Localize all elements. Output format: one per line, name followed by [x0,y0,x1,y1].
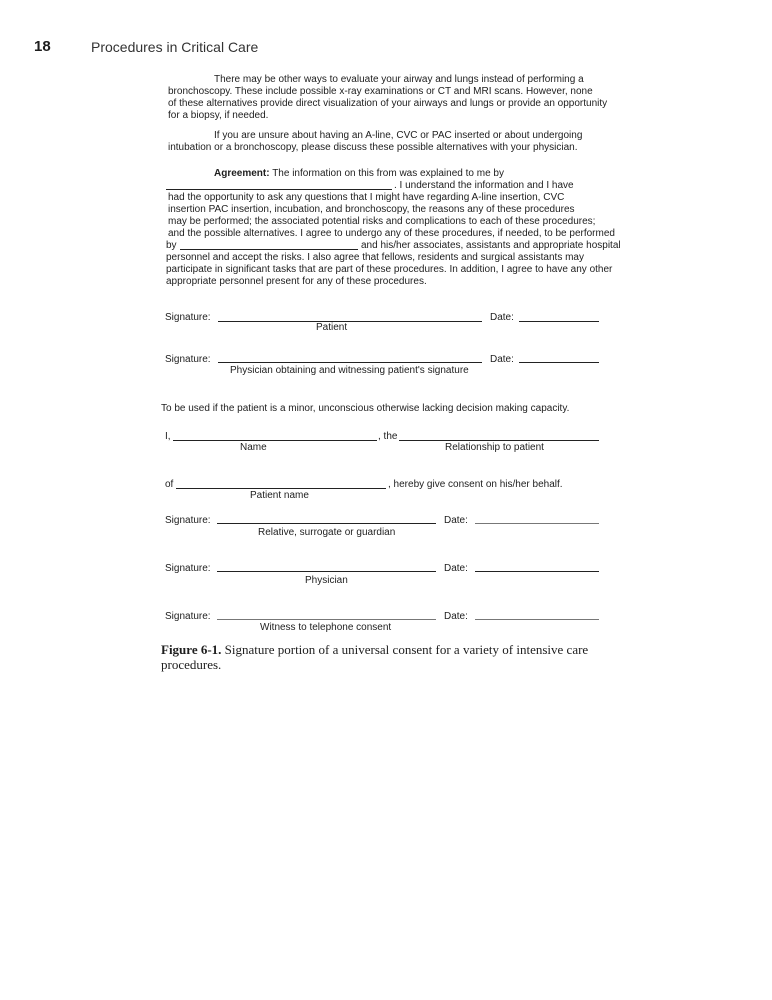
paragraph-line: bronchoscopy. These include possible x-ray examinations or CT and MRI scans. However, none [168,86,593,97]
paragraph-line: appropriate personnel present for any of these procedures. [166,276,427,287]
figure-caption [161,642,631,672]
physician-caption: Physician [305,575,348,586]
paragraph-line: insertion PAC insertion, incubation, and bronchoscopy, the reasons any of these procedures [168,204,575,215]
date-label: Date: [490,312,514,323]
paragraph-line: and the possible alternatives. I agree to undergo any of these procedures, if needed, to be performed [168,228,615,239]
date-label: Date: [444,611,468,622]
paragraph-line: If you are unsure about having an A-line, CVC or PAC inserted or about undergoing [214,130,583,141]
date-label: Date: [490,354,514,365]
consent-suffix: , hereby give consent on his/her behalf. [388,479,563,490]
patient-name-line[interactable] [176,488,386,489]
signature-label: Signature: [165,563,211,574]
figure-caption-text: Signature portion of a universal consent for a variety of intensive care procedures. [161,642,589,672]
signature-label: Signature: [165,312,211,323]
explained-by-blank[interactable] [166,189,392,190]
of-prefix: of [165,479,174,490]
paragraph-line: had the opportunity to ask any questions that I might have regarding A-line insertion, CVC [168,192,565,203]
agreement-heading: Agreement: [214,168,270,179]
minor-note: To be used if the patient is a minor, unconscious otherwise lacking decision making capacity. [161,403,570,414]
paragraph-line: for a biopsy, if needed. [168,110,269,121]
witness-date-line[interactable] [475,619,599,620]
date-label: Date: [444,515,468,526]
witness-signature-line[interactable] [217,619,436,620]
unsure-paragraph [168,130,623,154]
paragraph-line: intubation or a bronchoscopy, please discuss these possible alternatives with your physician. [168,142,578,153]
physician-signature-line[interactable] [217,571,436,572]
agreement-line: and his/her associates, assistants and appropriate hospital [361,240,621,251]
signature-label: Signature: [165,515,211,526]
physician-date-line[interactable] [475,571,599,572]
paragraph-line: may be performed; the associated potential risks and complications to each of these procedures; [168,216,596,227]
name-caption: Name [240,442,267,453]
relationship-line[interactable] [399,440,599,441]
relative-signature-line[interactable] [217,523,436,524]
the-word: , the [378,431,398,442]
by-prefix: by [166,240,177,251]
guardian-name-line[interactable] [173,440,377,441]
relationship-caption: Relationship to patient [445,442,544,453]
agreement-body-end [166,252,621,288]
alternatives-paragraph [168,74,623,122]
agreement-first-line [214,168,504,179]
signature-label: Signature: [165,611,211,622]
relative-date-line[interactable] [475,523,599,524]
patient-signature-line[interactable] [218,321,482,322]
patient-date-line[interactable] [519,321,599,322]
paragraph-line: participate in significant tasks that are part of these procedures. In addition, I agree to have any other [166,264,613,275]
performed-by-blank[interactable] [180,249,358,250]
figure-label: Figure 6-1. [161,642,222,657]
agreement-line: . I understand the information and I have [394,180,574,191]
witness-caption: Witness to telephone consent [260,622,392,633]
physician-witness-date-line[interactable] [519,362,599,363]
paragraph-line: There may be other ways to evaluate your airway and lungs instead of performing a [214,74,584,85]
physician-witness-caption: Physician obtaining and witnessing patient's signature [230,365,469,376]
signature-label: Signature: [165,354,211,365]
page-number: 18 [34,38,51,55]
patient-caption: Patient [316,322,348,333]
agreement-line: The information on this from was explained to me by [272,168,504,179]
relative-caption: Relative, surrogate or guardian [258,527,396,538]
paragraph-line: personnel and accept the risks. I also agree that fellows, residents and surgical assistants may [166,252,584,263]
paragraph-line: of these alternatives provide direct visualization of your airways and lungs or provide an opportunity [168,98,608,109]
running-title: Procedures in Critical Care [91,39,259,55]
agreement-body [168,192,623,240]
i-prefix: I, [165,431,171,442]
date-label: Date: [444,563,468,574]
physician-witness-signature-line[interactable] [218,362,482,363]
patient-name-caption: Patient name [250,490,309,501]
